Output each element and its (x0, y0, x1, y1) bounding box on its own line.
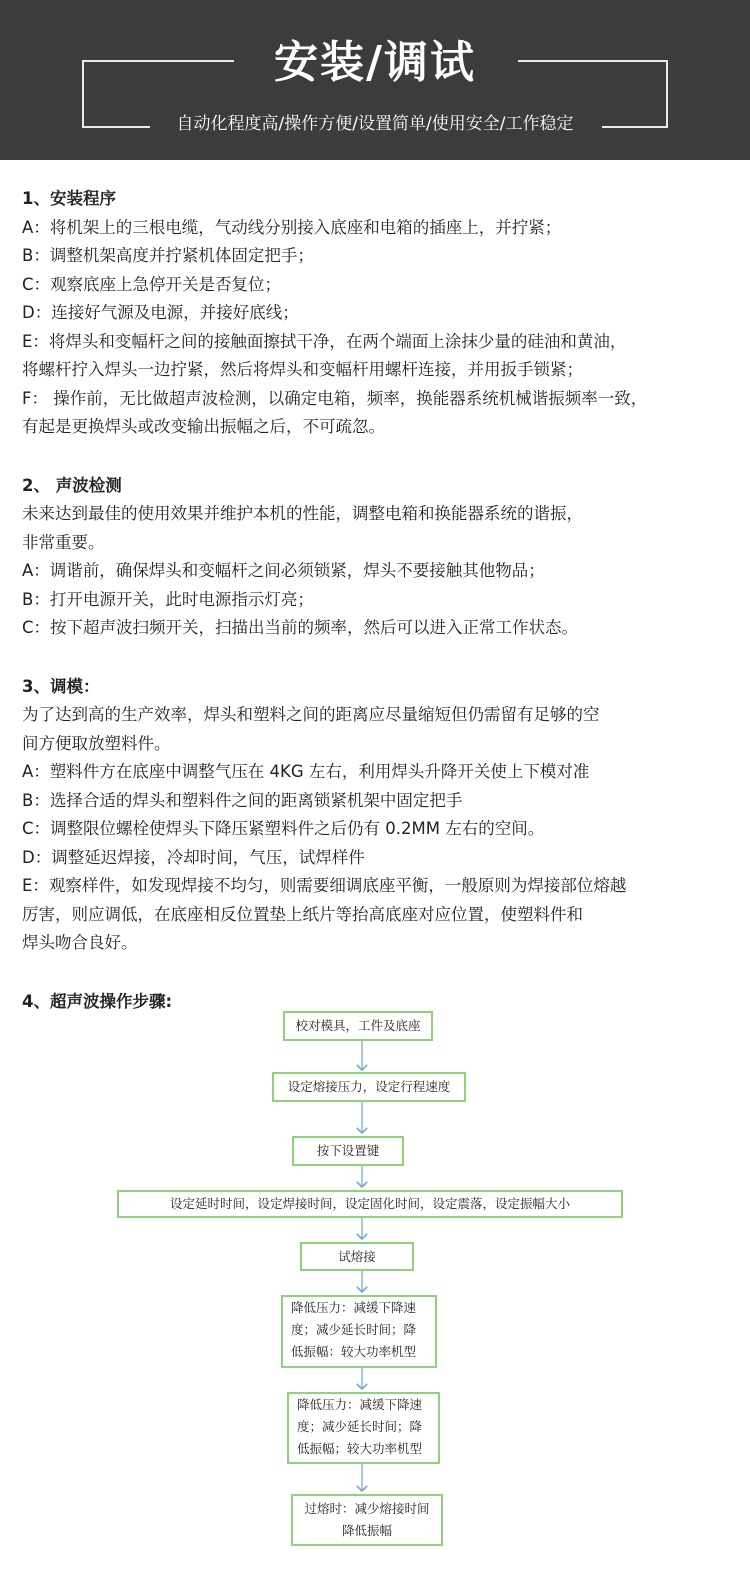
mold-step-e-line3: 焊头吻合良好。 (22, 933, 138, 952)
install-step-f-line1: F： 操作前，无比做超声波检测，以确定电箱，频率，换能器系统机械谐振频率一致， (22, 388, 648, 408)
flow-step-label-line2: 度；减少延长时间；降 (291, 1322, 417, 1337)
banner-subtitle: 自动化程度高/操作方便/设置简单/使用安全/工作稳定 (176, 114, 574, 134)
mold-step-b: B：选择合适的焊头和塑料件之间的距离锁紧机架中固定把手 (22, 790, 463, 810)
section-gap (22, 442, 742, 472)
mold-step-e-line2: 厉害，则应调低，在底座相反位置垫上纸片等抬高底座对应位置，使塑料件和 (22, 904, 583, 924)
flow-step-label-line1: 降低压力：减缓下降速 (291, 1300, 417, 1315)
mold-step-a: A：塑料件方在底座中调整气压在 4KG 左右，利用焊头升降开关使上下模对准 (22, 762, 590, 781)
install-step-e-line1: E：将焊头和变幅杆之间的接触面擦拭干净，在两个端面上涂抹少量的硅油和黄油， (22, 331, 627, 351)
banner-title: 安装/调试 (273, 37, 477, 88)
header-banner (0, 0, 750, 160)
flow-step-label: 校对模具，工件及底座 (295, 1018, 421, 1033)
install-step-c: C：观察底座上急停开关是否复位； (22, 274, 282, 294)
sonic-step-a: A：调谐前，确保焊头和变幅杆之间必须锁紧，焊头不要接触其他物品； (22, 561, 545, 580)
section-gap (22, 643, 742, 673)
flow-step-check-mold (283, 1011, 433, 1041)
flow-step-label: 按下设置键 (316, 1143, 380, 1158)
flow-step-label: 设定延时时间，设定焊接时间，设定固化时间，设定震落，设定振幅大小 (169, 1196, 570, 1211)
section-heading-install: 1、安装程序 (22, 189, 116, 208)
flow-step-set-times (117, 1190, 623, 1218)
flow-step-label-line2: 降低振幅 (341, 1523, 392, 1538)
install-step-b: B：调整机架高度并拧紧机体固定把手； (22, 246, 314, 265)
section-heading-sonic-test: 2、 声波检测 (22, 475, 122, 495)
flow-step-label: 设定熔接压力，设定行程速度 (287, 1079, 451, 1094)
sonic-intro-line2: 非常重要。 (22, 532, 105, 552)
flow-step-over-melt (291, 1494, 443, 1546)
flow-step-label-line1: 降低压力：减缓下降速 (297, 1397, 423, 1412)
mold-intro-line1: 为了达到高的生产效率，焊头和塑料之间的距离应尽量缩短但仍需留有足够的空 (22, 705, 600, 724)
section-gap (22, 958, 742, 988)
instructions (22, 185, 742, 1016)
flow-step-trial-weld (300, 1242, 414, 1271)
flow-step-label-line3: 低振幅：较大功率机型 (291, 1344, 417, 1359)
flow-step-press-set-key (292, 1136, 404, 1166)
flow-step-reduce-pressure-1 (281, 1295, 437, 1368)
mold-step-e-line1: E：观察样件，如发现焊接不均匀，则需要细调底座平衡，一般原则为焊接部位熔越 (22, 876, 627, 895)
install-step-a: A：将机架上的三根电缆，气动线分别接入底座和电箱的插座上，并拧紧； (22, 217, 562, 237)
flow-step-reduce-pressure-2 (287, 1392, 440, 1464)
install-step-e-line2: 将螺杆拧入焊头一边拧紧，然后将焊头和变幅杆用螺杆连接，并用扳手锁紧； (22, 360, 583, 379)
section-heading-mold: 3、调模： (22, 676, 100, 696)
flow-step-label-line3: 低振幅；较大功率机型 (297, 1441, 423, 1456)
flow-step-set-pressure (272, 1072, 466, 1102)
sonic-intro-line1: 未来达到最佳的使用效果并维护本机的性能，调整电箱和换能器系统的谐振， (22, 504, 583, 523)
mold-step-d: D：调整延迟焊接，冷却时间，气压，试焊样件 (22, 847, 365, 867)
mold-step-c: C：调整限位螺栓使焊头下降压紧塑料件之后仍有 0.2MM 左右的空间。 (22, 819, 545, 838)
flow-step-label-line1: 过熔时：减少熔接时间 (304, 1501, 430, 1516)
flow-step-label-line2: 度；减少延长时间；降 (297, 1419, 423, 1434)
flow-step-label: 试熔接 (338, 1248, 376, 1264)
mold-intro-line2: 间方便取放塑料件。 (22, 733, 171, 753)
sonic-step-b: B：打开电源开关，此时电源指示灯亮； (22, 589, 314, 609)
sonic-step-c: C：按下超声波扫频开关，扫描出当前的频率，然后可以进入正常工作状态。 (22, 618, 579, 637)
install-step-d: D：连接好气源及电源，并接好底线； (22, 303, 299, 322)
section-heading-operation: 4、超声波操作步骤: (22, 991, 173, 1011)
install-step-f-line2: 有起是更换焊头或改变输出振幅之后，不可疏忽。 (22, 417, 385, 436)
